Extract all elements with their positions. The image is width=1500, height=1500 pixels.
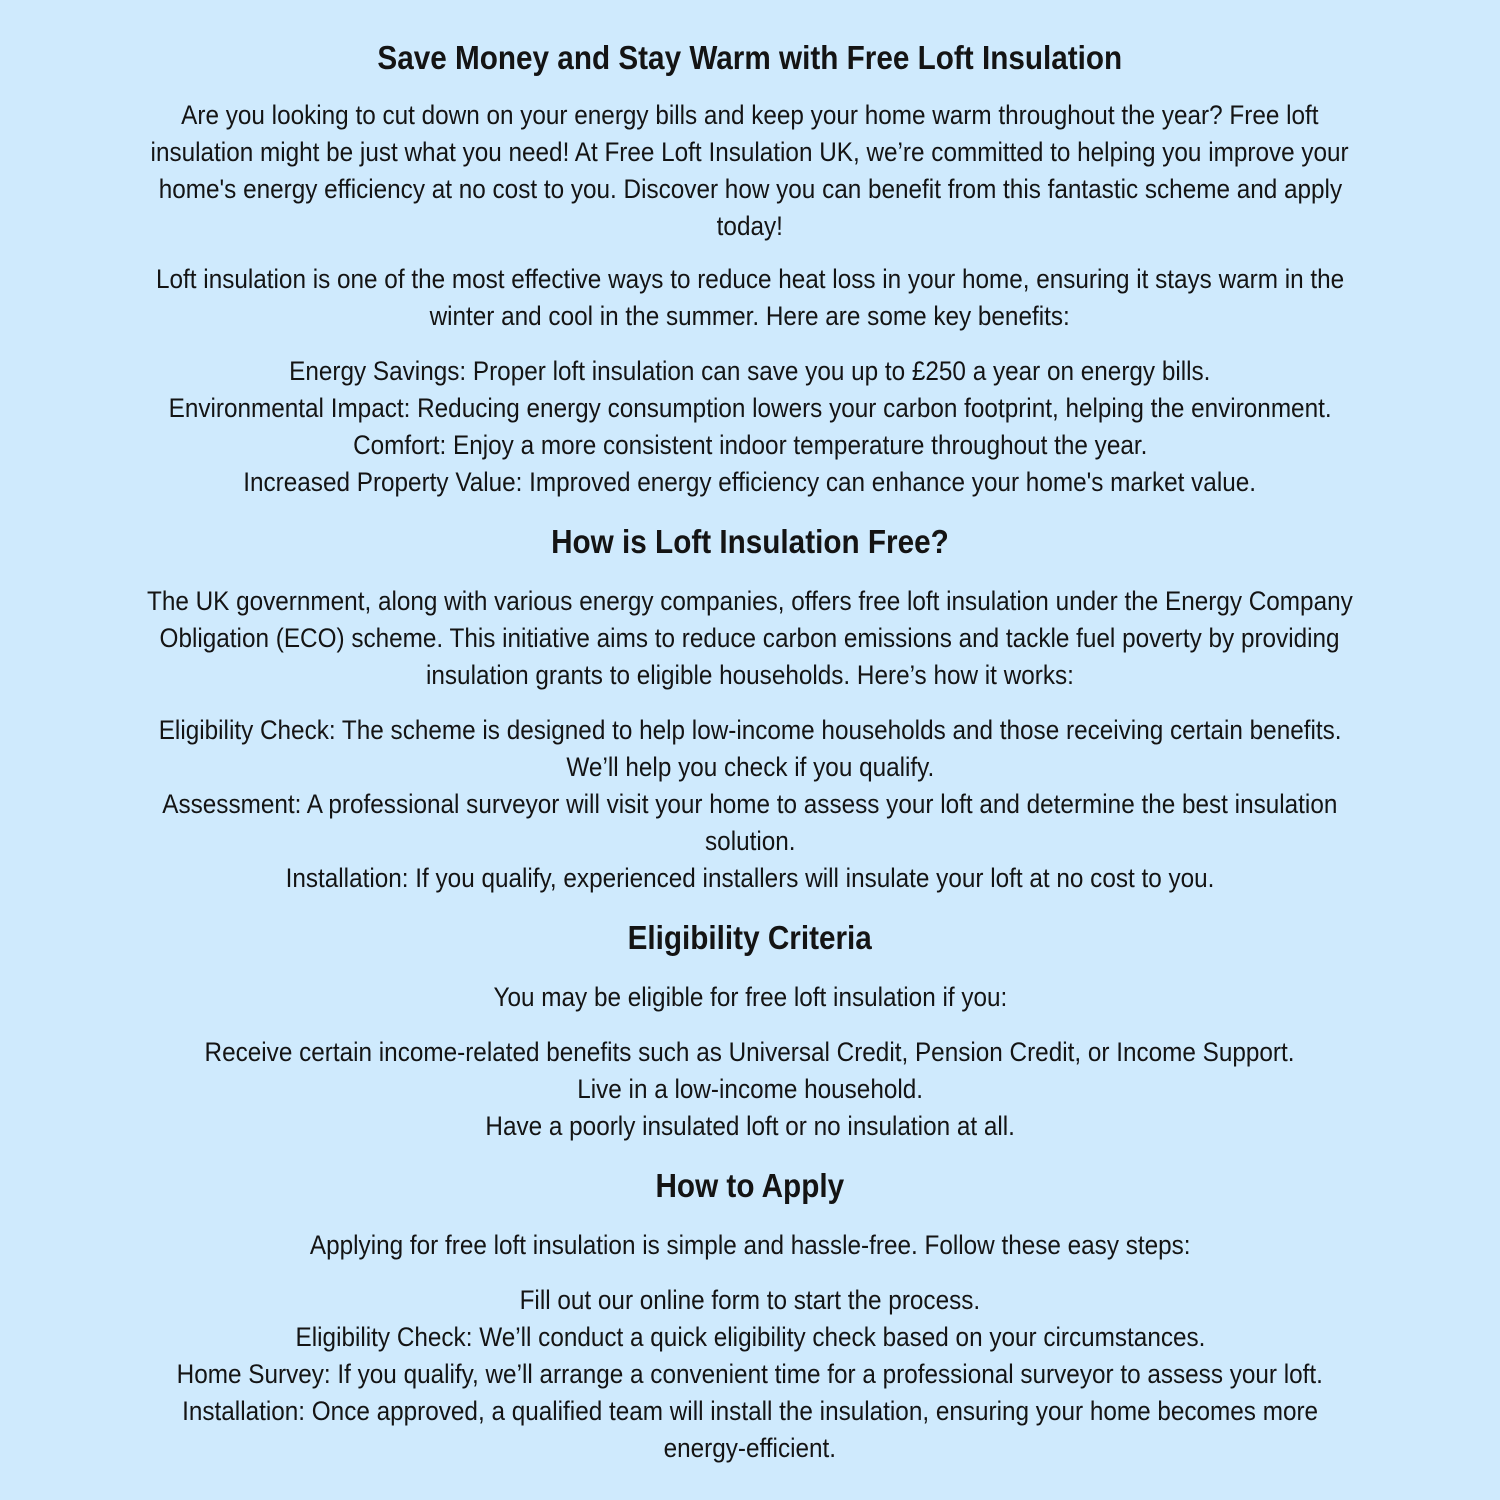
apply-intro-text: Applying for free loft insulation is simple and hassle-free. Follow these easy steps: xyxy=(309,1230,1191,1260)
benefits-intro-text: Loft insulation is one of the most effective ways to reduce heat loss in your home, ensuring it stays warm in the xyxy=(155,264,1345,294)
free-heading xyxy=(0,522,1500,562)
criteria-heading-text: Eligibility Criteria xyxy=(627,919,873,956)
apply-step-line xyxy=(0,1319,1500,1356)
apply-heading xyxy=(0,1166,1500,1206)
apply-step-line xyxy=(0,1430,1500,1467)
intro-text: Are you looking to cut down on your energy bills and keep your home warm throughout the year? Free loft xyxy=(181,100,1319,130)
free-step-text: Eligibility Check: The scheme is designed to help low-income households and those receiving certain benefits. xyxy=(158,715,1342,745)
free-step-line xyxy=(0,860,1500,897)
apply-step-text: Eligibility Check: We’ll conduct a quick eligibility check based on your circumstances. xyxy=(295,1322,1205,1352)
criteria-text: Live in a low-income household. xyxy=(577,1074,923,1104)
intro-line xyxy=(0,97,1500,134)
free-intro-text: insulation grants to eligible households. Here’s how it works: xyxy=(426,660,1074,690)
intro-line xyxy=(0,208,1500,245)
apply-step-line xyxy=(0,1356,1500,1393)
free-step-line xyxy=(0,823,1500,860)
benefits-intro-line xyxy=(0,298,1500,335)
free-intro-line xyxy=(0,657,1500,694)
apply-intro xyxy=(0,1227,1500,1264)
page-title xyxy=(0,38,1500,78)
free-step-text: We’ll help you check if you qualify. xyxy=(566,752,934,782)
apply-step-line xyxy=(0,1393,1500,1430)
benefit-item xyxy=(0,427,1500,464)
criteria-intro xyxy=(0,979,1500,1016)
free-step-text: Assessment: A professional surveyor will visit your home to assess your loft and determine the best insulation xyxy=(162,789,1338,819)
apply-step-text: Home Survey: If you qualify, we’ll arrange a convenient time for a professional surveyor to assess your loft. xyxy=(176,1359,1324,1389)
free-step-text: solution. xyxy=(704,826,796,856)
benefit-text: Energy Savings: Proper loft insulation can save you up to £250 a year on energy bills. xyxy=(289,356,1211,386)
benefits-intro-text: winter and cool in the summer. Here are some key benefits: xyxy=(429,301,1071,331)
benefit-text: Environmental Impact: Reducing energy consumption lowers your carbon footprint, helping the environment. xyxy=(168,393,1332,423)
free-step-line xyxy=(0,712,1500,749)
criteria-item xyxy=(0,1108,1500,1145)
criteria-item xyxy=(0,1034,1500,1071)
free-step-text: Installation: If you qualify, experienced installers will insulate your loft at no cost to you. xyxy=(285,863,1215,893)
apply-step-text: Fill out our online form to start the process. xyxy=(519,1285,981,1315)
apply-heading-text: How to Apply xyxy=(655,1167,845,1204)
free-intro-line xyxy=(0,583,1500,620)
page-title-text: Save Money and Stay Warm with Free Loft Insulation xyxy=(377,39,1123,76)
free-step-line xyxy=(0,786,1500,823)
criteria-text: Receive certain income-related benefits such as Universal Credit, Pension Credit, or Income Support. xyxy=(205,1037,1295,1067)
intro-text: today! xyxy=(716,211,784,241)
apply-step-line xyxy=(0,1282,1500,1319)
benefits-intro-line xyxy=(0,261,1500,298)
benefit-item xyxy=(0,353,1500,390)
free-intro-text: The UK government, along with various energy companies, offers free loft insulation under the Energy Company xyxy=(147,586,1353,616)
criteria-heading xyxy=(0,918,1500,958)
free-intro-line xyxy=(0,620,1500,657)
free-heading-text: How is Loft Insulation Free? xyxy=(551,523,949,560)
criteria-text: Have a poorly insulated loft or no insulation at all. xyxy=(485,1111,1015,1141)
benefit-item xyxy=(0,464,1500,501)
apply-step-text: Installation: Once approved, a qualified team will install the insulation, ensuring your home becomes more xyxy=(182,1396,1318,1426)
free-step-line xyxy=(0,749,1500,786)
benefit-item xyxy=(0,390,1500,427)
criteria-item xyxy=(0,1071,1500,1108)
intro-line xyxy=(0,171,1500,208)
criteria-intro-text: You may be eligible for free loft insulation if you: xyxy=(493,982,1007,1012)
intro-line xyxy=(0,134,1500,171)
free-intro-text: Obligation (ECO) scheme. This initiative aims to reduce carbon emissions and tackle fuel poverty by providing xyxy=(159,623,1340,653)
apply-step-text: energy-efficient. xyxy=(663,1433,837,1463)
benefit-text: Increased Property Value: Improved energy efficiency can enhance your home's market value. xyxy=(243,467,1257,497)
benefit-text: Comfort: Enjoy a more consistent indoor temperature throughout the year. xyxy=(352,430,1148,460)
intro-text: home's energy efficiency at no cost to you. Discover how you can benefit from this fantastic scheme and apply xyxy=(158,174,1342,204)
intro-text: insulation might be just what you need! At Free Loft Insulation UK, we’re committed to helping you improve your xyxy=(150,137,1350,167)
